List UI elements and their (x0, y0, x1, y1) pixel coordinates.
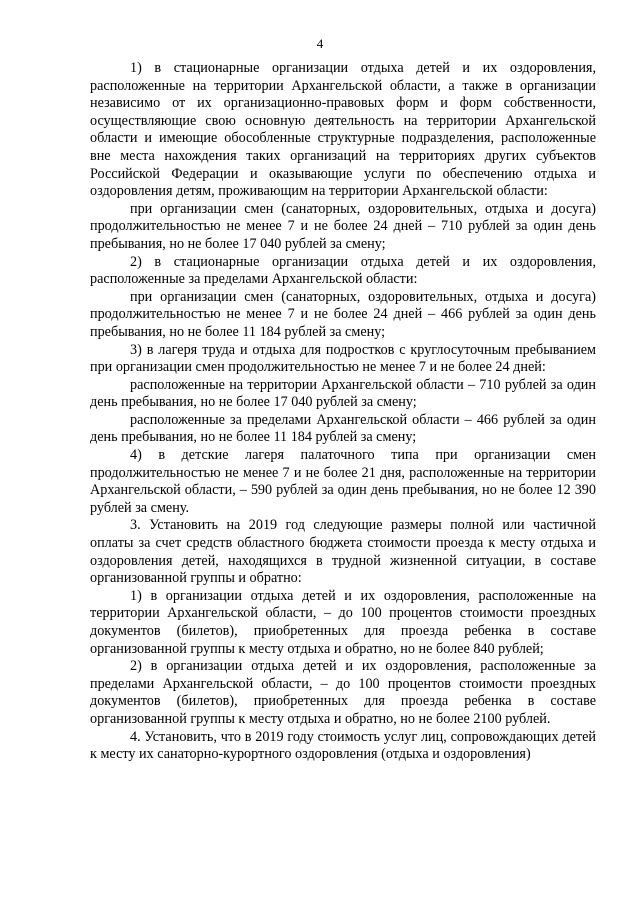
document-body (90, 60, 596, 764)
paragraph: при организации смен (санаторных, оздоровительных, отдыха и досуга) продолжительностью не менее 7 и не более 24 дней – 466 рублей за один день пребывания, но не более 11 184 рублей за смену; (90, 288, 596, 340)
paragraph: 4) в детские лагеря палаточного типа при организации смен продолжительностью не менее 7 и не более 21 дня, расположенные на территории Архангельской области, – 590 рублей за один день пребывания, но не более 12 390 рублей за смену. (90, 447, 596, 516)
paragraph: 3. Установить на 2019 год следующие размеры полной или частичной оплаты за счет средств областного бюджета стоимости проезда к месту отдыха и оздоровления детей, находящихся в трудной жизненной ситуации, в составе организованной группы и обратно: (90, 517, 596, 587)
paragraph: 2) в организации отдыха детей и их оздоровления, расположенные за пределами Архангельской области, – до 100 процентов стоимости проездных документов (билетов), приобретенных для проезда ребенка в составе организованной группы к месту отдыха и обратно, но не более 2100 рублей. (90, 658, 596, 727)
paragraph: 2) в стационарные организации отдыха детей и их оздоровления, расположенные за пределами Архангельской области: (90, 253, 596, 288)
paragraph: расположенные на территории Архангельской области – 710 рублей за один день пребывания, но не более 17 040 рублей за смену; (90, 376, 596, 411)
paragraph: расположенные за пределами Архангельской области – 466 рублей за один день пребывания, но не более 11 184 рублей за смену; (90, 411, 596, 446)
paragraph: при организации смен (санаторных, оздоровительных, отдыха и досуга) продолжительностью не менее 7 и не более 24 дней – 710 рублей за один день пребывания, но не более 17 040 рублей за смену; (90, 200, 596, 252)
paragraph: 3) в лагеря труда и отдыха для подростков с круглосуточным пребыванием при организации смен продолжительностью не менее 7 и не более 24 дней: (90, 341, 596, 376)
paragraph: 1) в организации отдыха детей и их оздоровления, расположенные на территории Архангельской области, – до 100 процентов стоимости проездных документов (билетов), приобретенных для проезда ребенка в составе организованной группы к месту отдыха и обратно, но не более 840 рублей; (90, 587, 596, 657)
paragraph: 1) в стационарные организации отдыха детей и их оздоровления, расположенные на территории Архангельской области, а также в организации независимо от их организационно-правовых форм и форм собственности, осуществляющие свою основную деятельность на территории Архангельской области и имеющие обособленные структурные подразделения, расположенные вне места нахождения таких организаций на территориях других субъектов Российской Федерации и оказывающие услуги по обеспечению отдыха и оздоровления детям, проживающим на территории Архангельской области: (90, 60, 596, 200)
page-number: 4 (316, 36, 324, 51)
paragraph: 4. Установить, что в 2019 году стоимость услуг лиц, сопровождающих детей к месту их санаторно-курортного оздоровления (отдыха и оздоровления) (90, 728, 596, 763)
